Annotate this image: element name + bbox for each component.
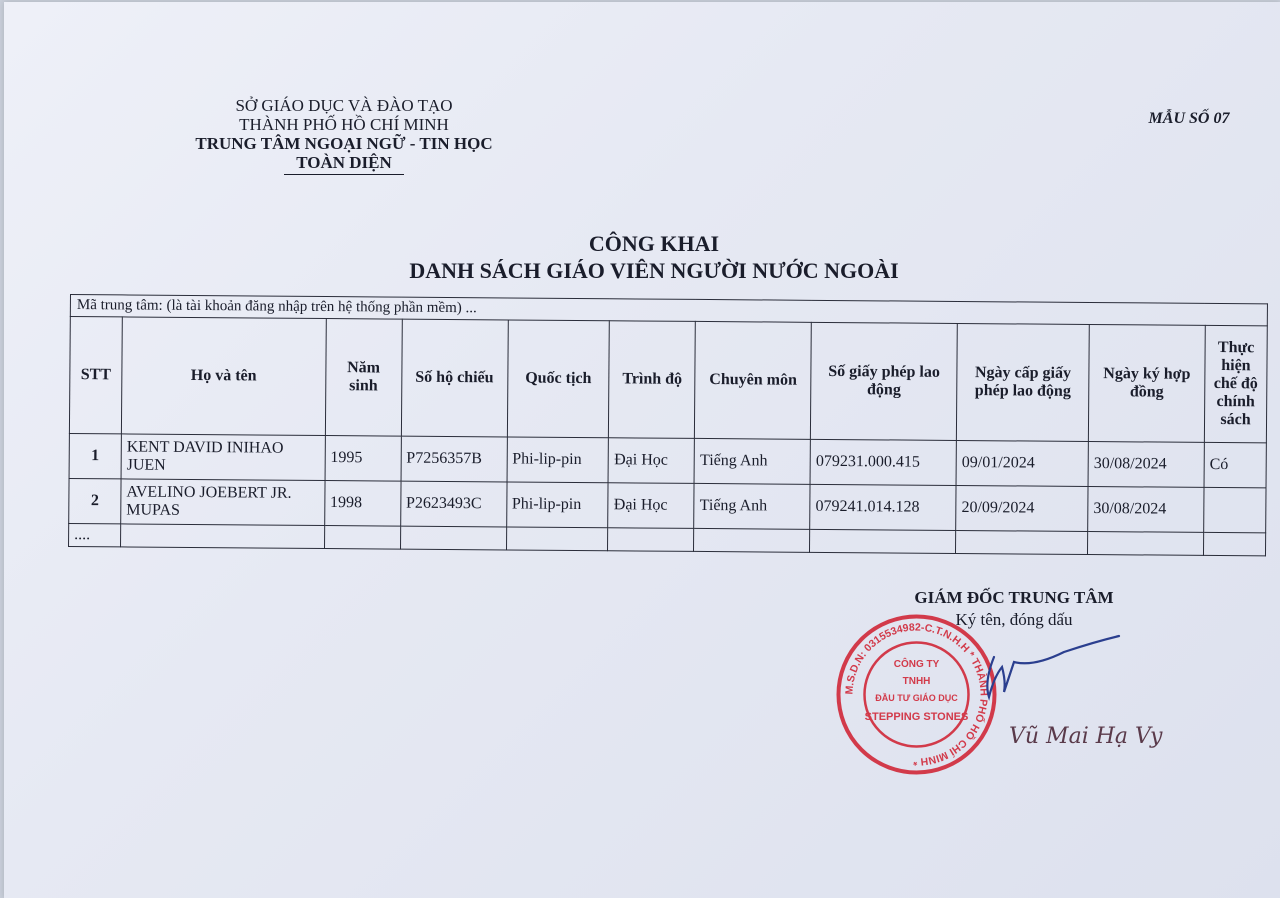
- title-line-2: DANH SÁCH GIÁO VIÊN NGƯỜI NƯỚC NGOÀI: [409, 258, 899, 283]
- column-header: Quốc tịch: [507, 320, 610, 438]
- stamp-ring-text: M.S.D.N: 0315534982-C.T.N.H.H * THÀNH PHỐ HỒ CHÍ MINH *: [843, 621, 990, 768]
- cell-ellipsis: ....: [69, 523, 121, 546]
- column-header: Số hộ chiếu: [401, 319, 508, 437]
- center-code-row: Mã trung tâm: (là tài khoản đăng nhập trên hệ thống phần mềm) ...: [70, 295, 1267, 326]
- column-header: Họ và tên: [121, 317, 326, 436]
- stamp-line-4: STEPPING STONES: [864, 711, 969, 723]
- header-line-3: TRUNG TÂM NGOẠI NGỮ - TIN HỌC: [195, 134, 493, 153]
- cell-name: AVELINO JOEBERT JR. MUPAS: [121, 479, 325, 526]
- document-page: [4, 2, 1280, 898]
- cell-stt: 1: [69, 433, 121, 478]
- signer-name: Vũ Mai Hạ Vy: [1009, 724, 1163, 749]
- title-line-1: CÔNG KHAI: [588, 231, 720, 256]
- cell-policy: [1204, 487, 1266, 532]
- teacher-table-wrap: [68, 294, 1268, 556]
- cell-nationality: Phi-lip-pin: [506, 482, 608, 528]
- cell-level: Đại Học: [608, 438, 694, 484]
- signer-role: GIÁM ĐỐC TRUNG TÂM: [914, 588, 1114, 607]
- cell-major: Tiếng Anh: [694, 438, 810, 484]
- column-header: Số giấy phép lao động: [811, 322, 958, 440]
- cell-level: Đại Học: [608, 483, 694, 529]
- cell-passport: P7256357B: [401, 436, 507, 482]
- header-line-4: TOÀN DIỆN: [284, 153, 404, 175]
- stamp-line-3: ĐẦU TƯ GIÁO DỤC: [875, 693, 958, 703]
- cell-contract-date: 30/08/2024: [1088, 487, 1204, 533]
- cell-year: 1995: [325, 436, 401, 482]
- cell-permit: 079231.000.415: [810, 439, 956, 485]
- form-number: MẪU SỐ 07: [1148, 110, 1230, 127]
- cell-passport: P2623493C: [400, 481, 506, 527]
- stamp-line-2: TNHH: [902, 676, 931, 687]
- cell-name: KENT DAVID INIHAO JUEN: [121, 434, 325, 481]
- header-line-2: THÀNH PHỐ HỒ CHÍ MINH: [239, 115, 449, 134]
- cell-permit-date: 20/09/2024: [956, 485, 1088, 531]
- cell-nationality: Phi-lip-pin: [507, 437, 609, 483]
- teacher-table: [68, 294, 1268, 556]
- cell-stt: 2: [69, 478, 121, 523]
- column-header: Năm sinh: [325, 319, 402, 437]
- cell-year: 1998: [324, 481, 400, 527]
- table-header-row: [69, 317, 1267, 443]
- column-header: Ngày cấp giấy phép lao động: [957, 323, 1090, 441]
- header-line-1: SỞ GIÁO DỤC VÀ ĐÀO TẠO: [235, 96, 453, 115]
- cell-contract-date: 30/08/2024: [1088, 442, 1204, 488]
- document-title: [304, 230, 1004, 284]
- issuer-header: [154, 96, 534, 175]
- column-header: Chuyên môn: [695, 321, 812, 439]
- cell-permit-date: 09/01/2024: [956, 440, 1088, 486]
- column-header: Trình độ: [609, 321, 696, 439]
- column-header: STT: [69, 317, 122, 434]
- column-header: Thực hiện chế độ chính sách: [1204, 325, 1267, 442]
- cell-permit: 079241.014.128: [810, 484, 956, 530]
- column-header: Ngày ký hợp đồng: [1088, 325, 1205, 443]
- signature-note: Ký tên, đóng dấu: [955, 610, 1073, 629]
- cell-policy: Có: [1204, 442, 1266, 487]
- stamp-line-1: CÔNG TY: [893, 659, 940, 670]
- cell-major: Tiếng Anh: [694, 483, 810, 529]
